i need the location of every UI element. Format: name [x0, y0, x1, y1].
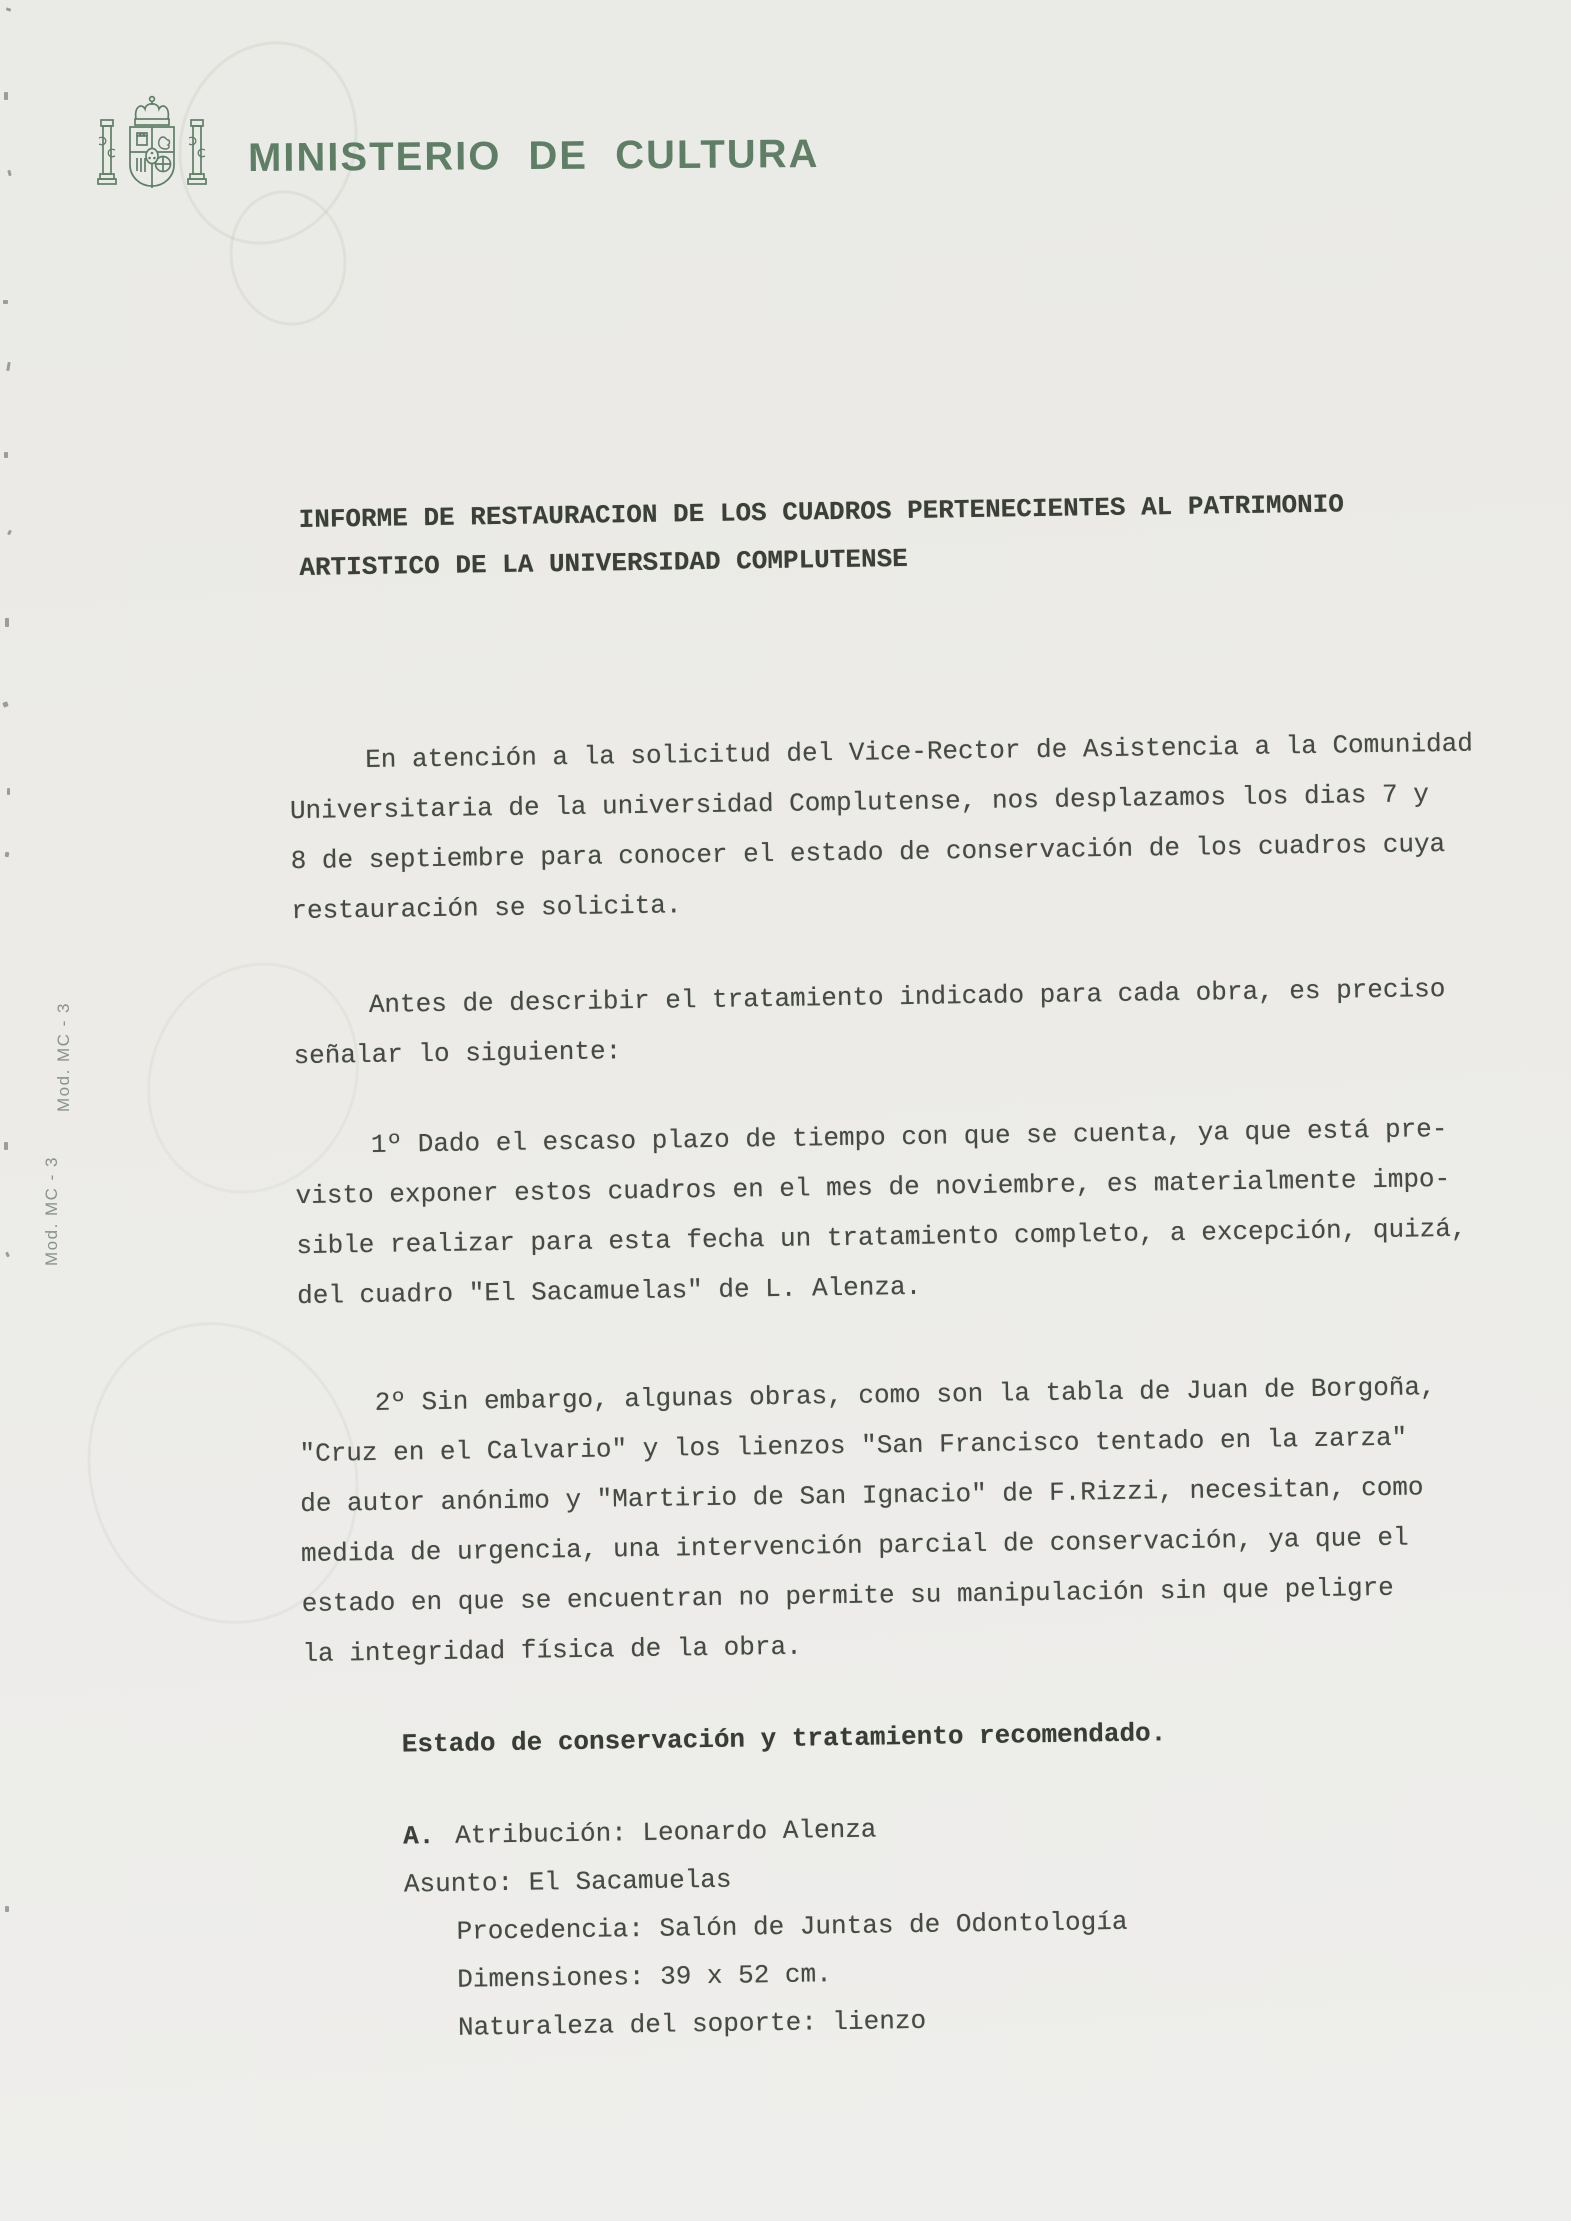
text-line: sible realizar para esta fecha un tratamiento completo, a excepción, quizá,	[296, 1213, 1467, 1262]
field-dimensions: Dimensiones: 39 x 52 cm.	[457, 1959, 832, 1995]
paragraph-point-1	[295, 1103, 1528, 1321]
text-line: restauración se solicita.	[291, 890, 682, 927]
margin-form-label-1: Mod. MC - 3	[54, 1001, 73, 1112]
item-marker: A.	[402, 1821, 435, 1852]
text-line: 2º Sin embargo, algunas obras, como son la tabla de Juan de Borgoña,	[374, 1372, 1436, 1418]
text-line: señalar lo siguiente:	[293, 1036, 622, 1072]
text-line: 1º Dado el escaso plazo de tiempo con que se cuenta, ya que está pre-	[370, 1113, 1448, 1160]
field-attribution: Atribución: Leonardo Alenza	[454, 1814, 877, 1851]
text-line: visto exponer estos cuadros en el mes de noviembre, es materialmente impo-	[295, 1163, 1451, 1212]
text-line: la integridad física de la obra.	[302, 1631, 802, 1670]
field-provenance: Procedencia: Salón de Juntas de Odontología	[456, 1906, 1128, 1947]
report-title-line-1: INFORME DE RESTAURACION DE LOS CUADROS PERTENECIENTES AL PATRIMONIO	[298, 489, 1345, 535]
text-line: de autor anónimo y "Martirio de San Ignacio" de F.Rizzi, necesitan, como	[300, 1472, 1424, 1520]
paragraph-point-2	[298, 1361, 1532, 1679]
text-line: 8 de septiembre para conocer el estado de conservación de los cuadros cuya	[290, 828, 1446, 877]
text-line: Universitaria de la universidad Complutense, nos desplazamos los dias 7 y	[289, 779, 1430, 827]
section-heading: Estado de conservación y tratamiento recomendado.	[401, 1718, 1167, 1760]
text-line: medida de urgencia, una intervención parcial de conservación, ya que el	[300, 1522, 1409, 1570]
report-title	[298, 480, 1345, 591]
text-line: estado en que se encuentran no permite su manipulación sin que peligre	[301, 1572, 1395, 1620]
paragraph-introduction	[289, 718, 1522, 936]
text-line: "Cruz en el Calvario" y los lienzos "San Francisco tentado en la zarza"	[299, 1422, 1408, 1470]
report-title-line-2: ARTISTICO DE LA UNIVERSIDAD COMPLUTENSE	[299, 543, 909, 583]
text-line: En atención a la solicitud del Vice-Rector de Asistencia a la Comunidad	[364, 728, 1474, 775]
field-support: Naturaleza del soporte: lienzo	[457, 2005, 927, 2043]
text-line: Antes de describir el tratamiento indicado para cada obra, es preciso	[368, 973, 1446, 1020]
field-subject: Asunto: El Sacamuelas	[403, 1864, 732, 1900]
paragraph-preamble	[292, 963, 1523, 1081]
margin-form-label-2: Mod. MC - 3	[42, 1155, 61, 1266]
ministry-name: MINISTERIO DE CULTURA	[247, 132, 820, 180]
text-line: del cuadro "El Sacamuelas" de L. Alenza.	[296, 1271, 922, 1312]
artwork-record-a	[403, 1802, 1129, 2053]
